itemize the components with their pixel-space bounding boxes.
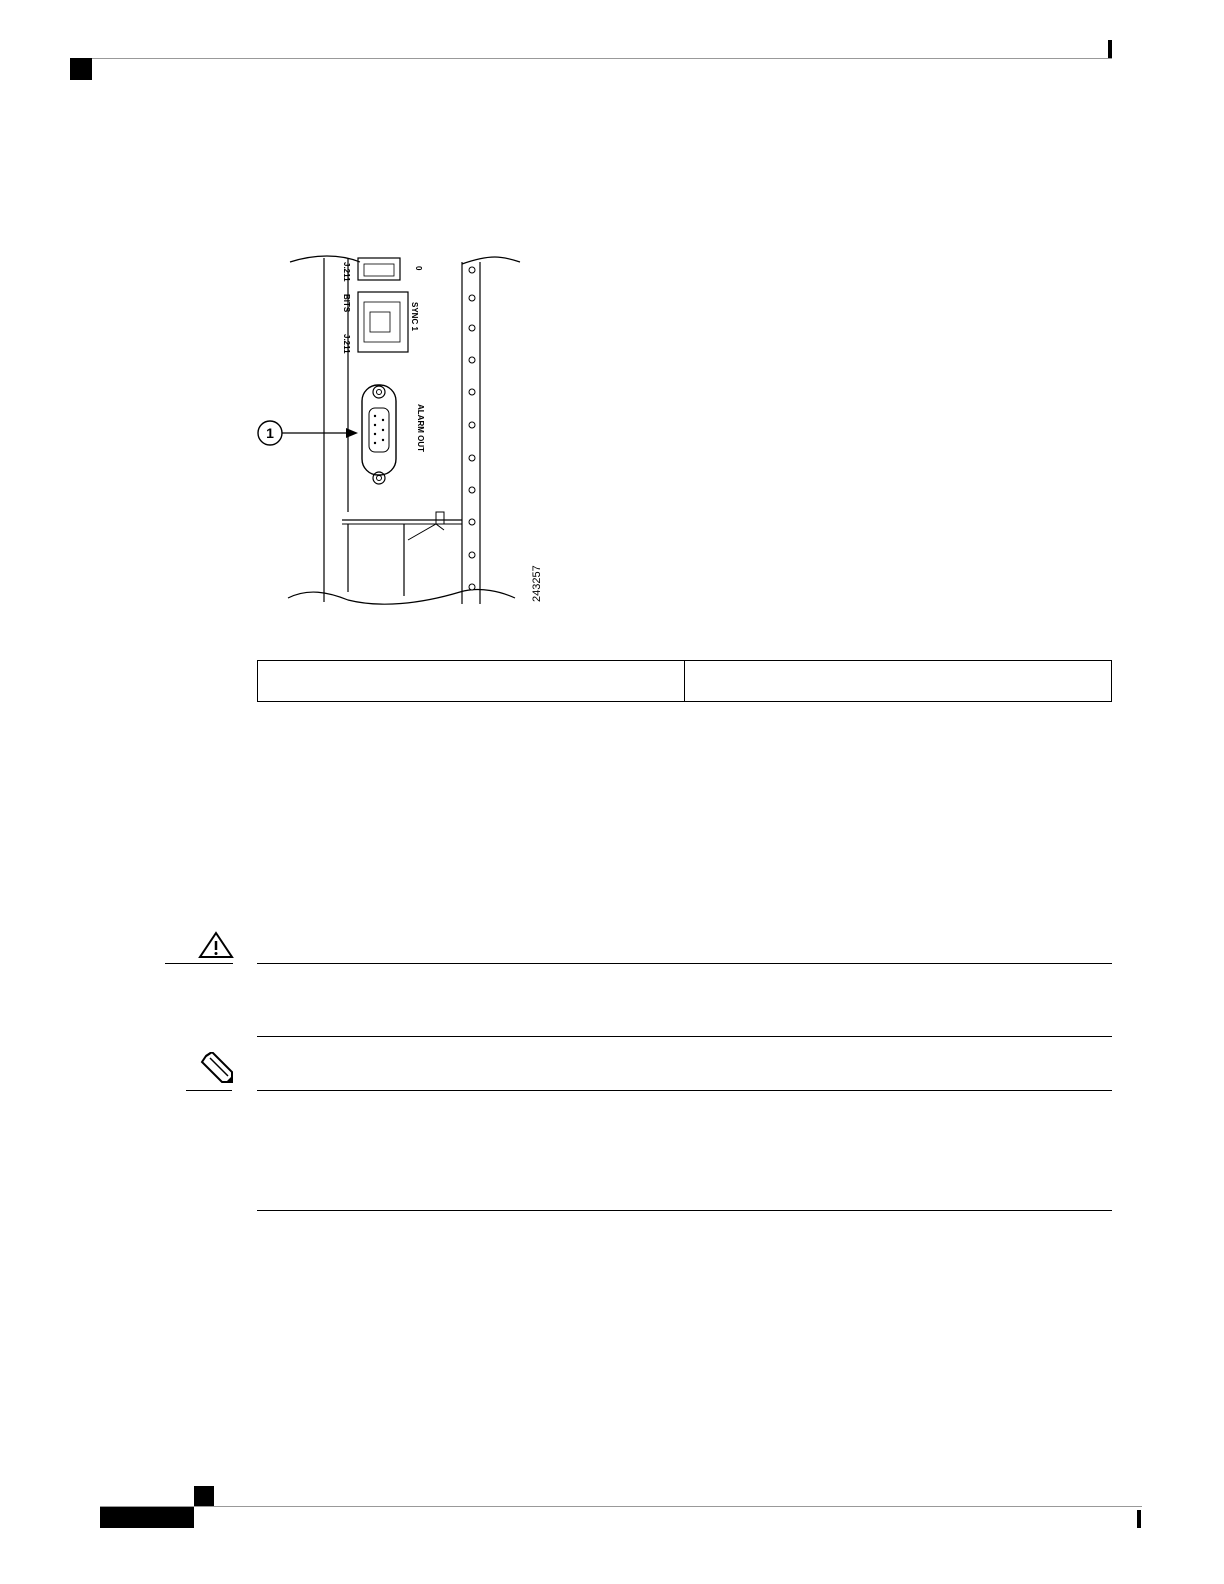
note-top-rule bbox=[257, 1090, 1112, 1091]
sync-port-label: J.211 bbox=[342, 334, 351, 354]
footer-marker-square bbox=[194, 1486, 214, 1506]
table-row bbox=[258, 661, 1112, 702]
note-bottom-rule bbox=[257, 1210, 1112, 1211]
caution-icon-rule bbox=[165, 963, 233, 964]
warning-triangle-icon bbox=[197, 930, 235, 960]
footer-page-block bbox=[100, 1507, 194, 1528]
footer-marker-bar bbox=[1137, 1510, 1141, 1528]
header-marker-square bbox=[70, 58, 92, 80]
bits-label: BITS bbox=[342, 294, 351, 313]
footer-rule bbox=[100, 1506, 1142, 1507]
pencil-icon bbox=[200, 1052, 236, 1086]
top-port-right-label: 0 bbox=[414, 266, 423, 271]
top-port-label: J.211 bbox=[342, 262, 351, 282]
callout-number: 1 bbox=[266, 425, 274, 441]
callout-table bbox=[257, 660, 1112, 702]
note-icon-rule bbox=[186, 1090, 232, 1091]
caution-top-rule bbox=[257, 963, 1112, 964]
header-marker-bar bbox=[1108, 40, 1112, 58]
header-rule bbox=[70, 58, 1112, 59]
alarm-port-figure bbox=[240, 240, 560, 620]
sync-label: SYNC 1 bbox=[410, 302, 419, 331]
callout-description-cell bbox=[685, 661, 1112, 702]
figure-id: 243257 bbox=[531, 565, 543, 602]
alarm-out-label: ALARM OUT bbox=[416, 404, 425, 452]
caution-bottom-rule bbox=[257, 1036, 1112, 1037]
callout-number-cell bbox=[258, 661, 685, 702]
